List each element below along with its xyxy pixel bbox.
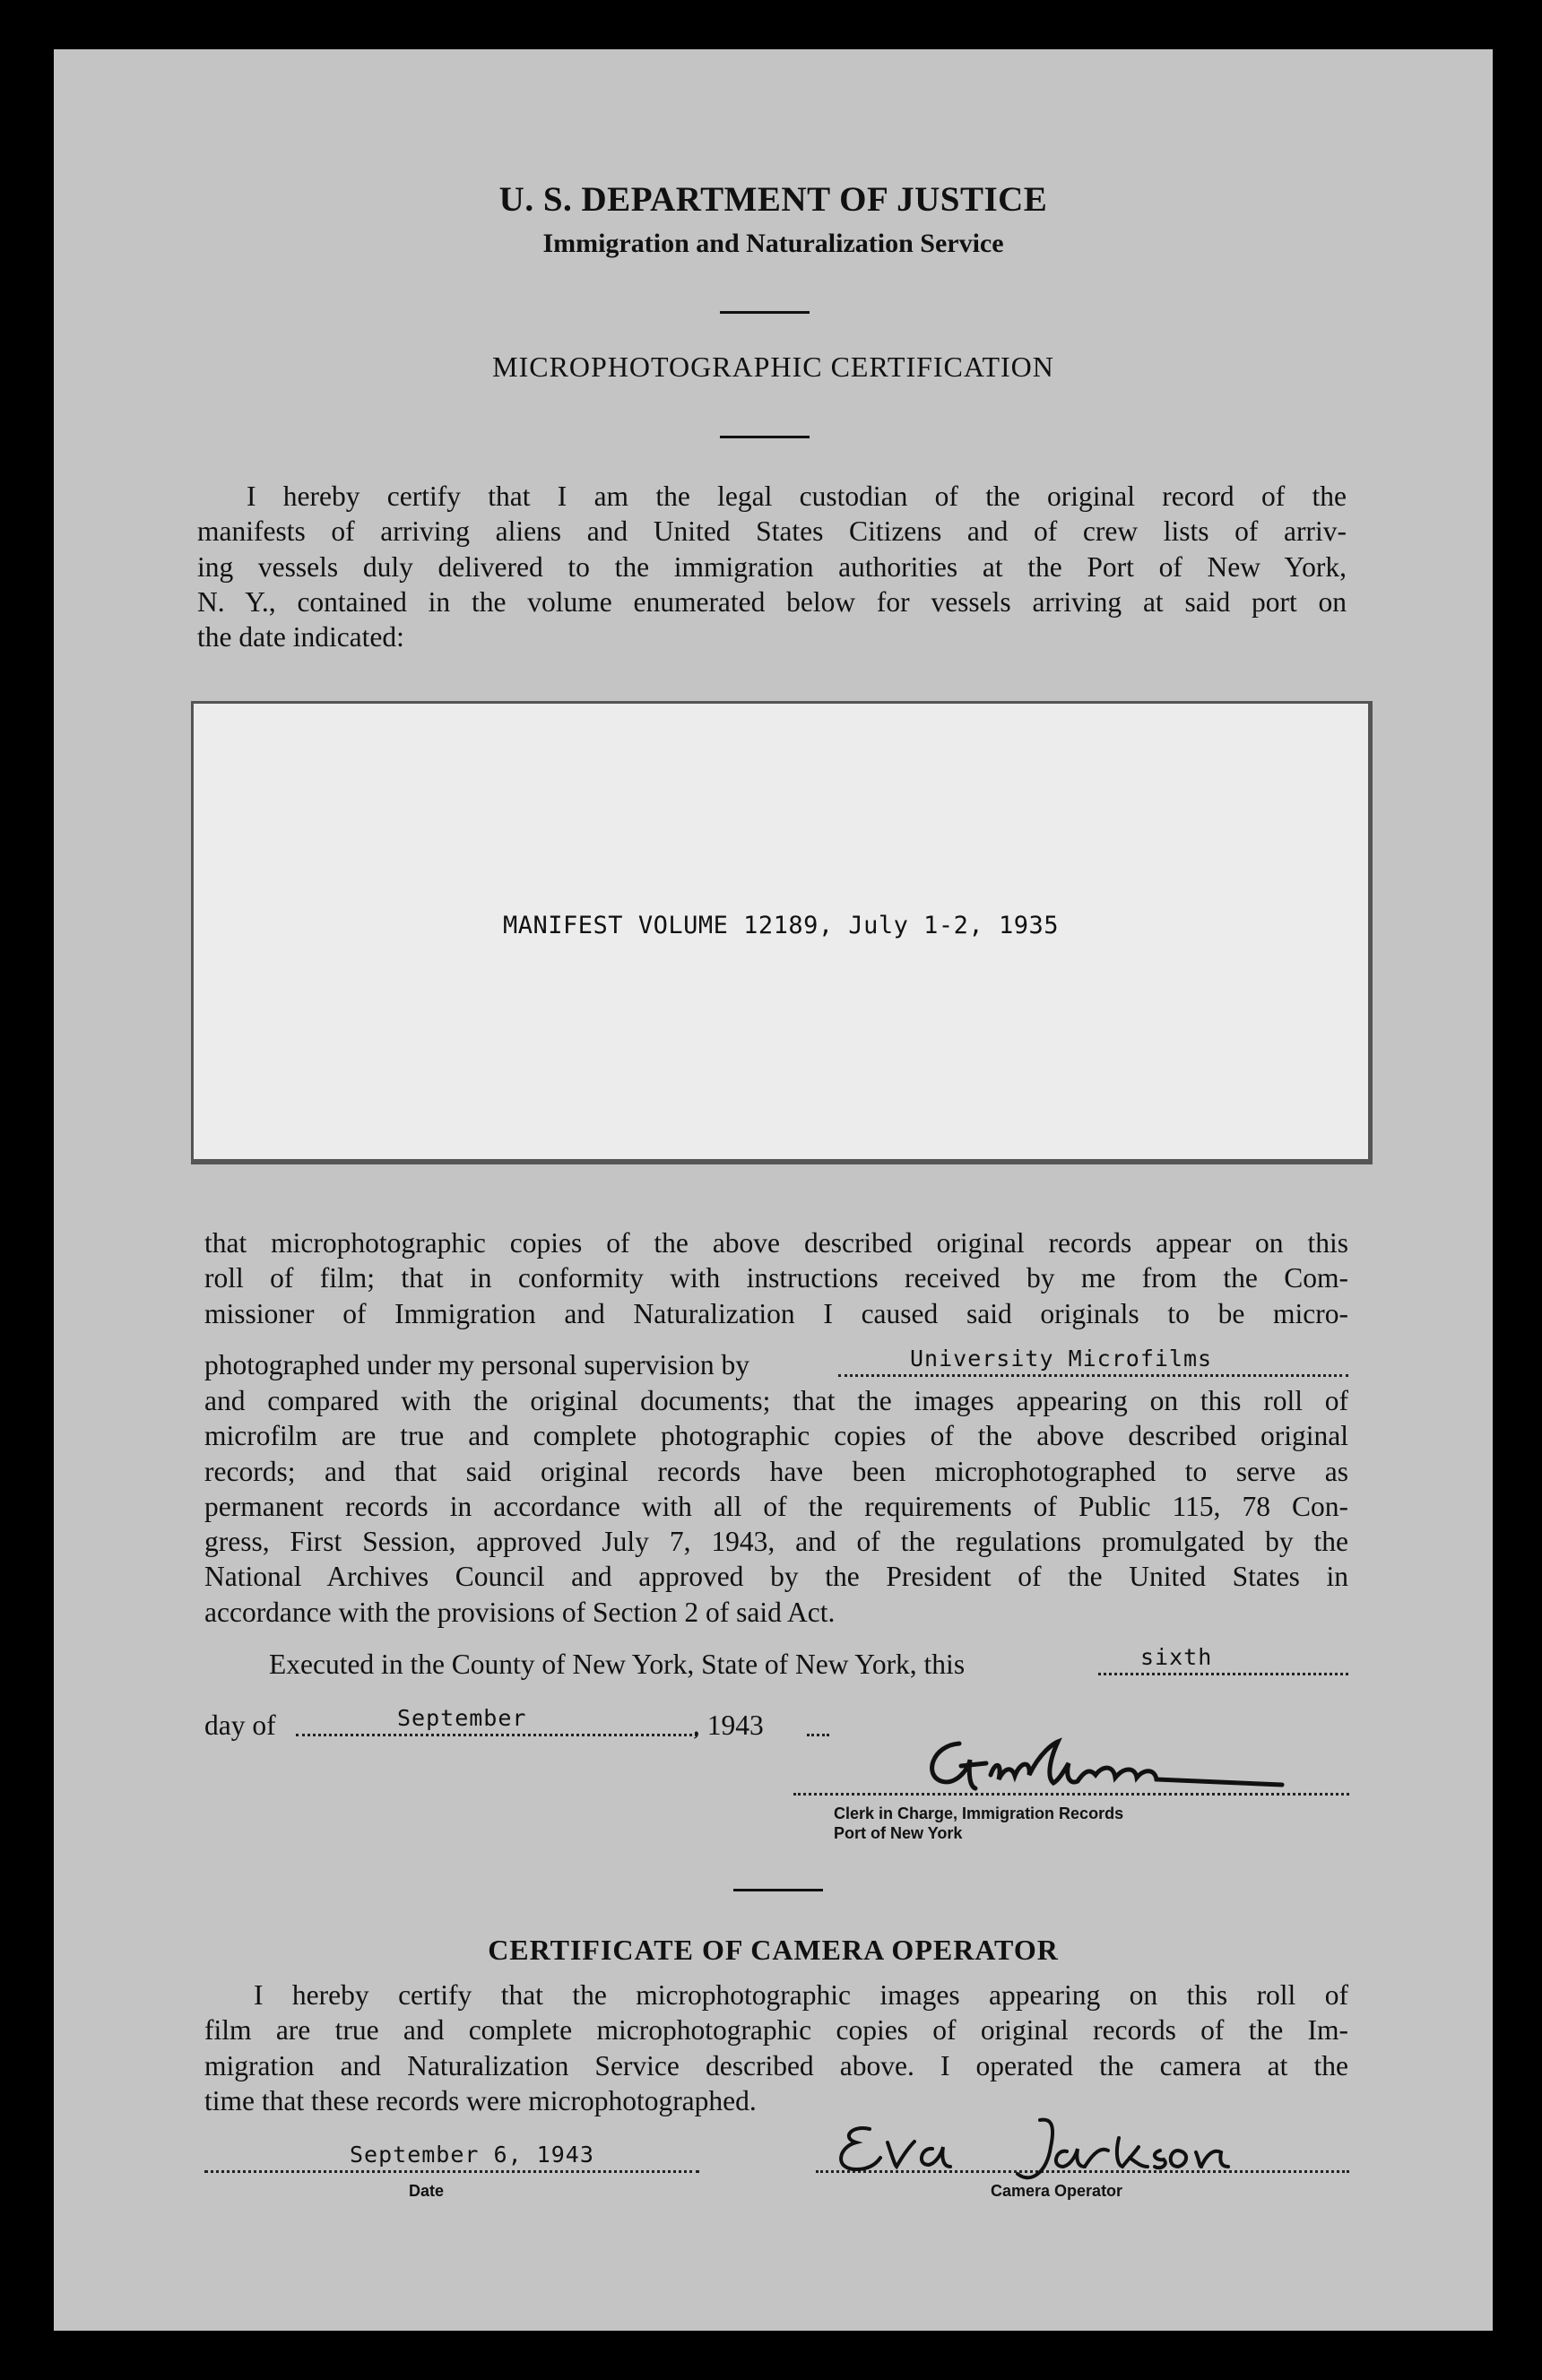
- intro-paragraph: [197, 479, 1347, 654]
- photographed-by-dotline: [838, 1374, 1348, 1377]
- camera-operator-heading: CERTIFICATE OF CAMERA OPERATOR: [488, 1934, 1059, 1966]
- body-line: records; and that said original records have been microphotographed to serve as: [204, 1455, 1348, 1487]
- intro-line: ing vessels duly delivered to the immigration authorities at the Port of New York,: [197, 550, 1347, 583]
- date-dotline: [204, 2170, 699, 2173]
- body-line: gress, First Session, approved July 7, 1943, and of the regulations promulgated by the: [204, 1526, 1348, 1558]
- day-value: sixth: [1140, 1644, 1213, 1670]
- camera-line: I hereby certify that the microphotographic images appearing on this roll of: [254, 1979, 1348, 2011]
- day-of-label: day of: [204, 1709, 276, 1741]
- service-subheading: Immigration and Naturalization Service: [542, 229, 1004, 258]
- month-dotline: [296, 1734, 697, 1736]
- photographed-by-label: photographed under my personal supervision by: [204, 1349, 750, 1380]
- divider-rule: [733, 1889, 823, 1891]
- camera-operator-label: Camera Operator: [991, 2182, 1123, 2200]
- date-label: Date: [409, 2182, 445, 2200]
- clerk-title-line2: Port of New York: [834, 1824, 963, 1842]
- manifest-volume-text: MANIFEST VOLUME 12189, July 1-2, 1935: [503, 912, 1059, 939]
- body-line: and compared with the original documents; that the images appearing on this roll of: [204, 1385, 1348, 1416]
- body-paragraph-continued: [204, 1383, 1348, 1630]
- body-line: missioner of Immigration and Naturalization I caused said originals to be micro-: [204, 1297, 1348, 1329]
- body-line: roll of film; that in conformity with instructions received by me from the Com-: [204, 1262, 1348, 1294]
- camera-operator-paragraph: [204, 1978, 1348, 2118]
- clerk-signature: [905, 1726, 1336, 1806]
- day-dotline: [1098, 1673, 1348, 1675]
- date-value: September 6, 1943: [350, 2142, 594, 2168]
- intro-line: manifests of arriving aliens and United States Citizens and of crew lists of arriv-: [197, 515, 1347, 548]
- camera-line: film are true and complete microphotographic copies of original records of the Im-: [204, 2014, 1348, 2047]
- body-paragraph: [204, 1225, 1348, 1331]
- certificate-page: [54, 49, 1493, 2331]
- operator-signature: [816, 2102, 1264, 2192]
- body-line: microfilm are true and complete photographic copies of the above described original: [204, 1420, 1348, 1452]
- clerk-title-line1: Clerk in Charge, Immigration Records: [834, 1804, 1124, 1822]
- intro-line: I hereby certify that I am the legal custodian of the original record of the: [247, 480, 1347, 512]
- photographed-by-value: University Microfilms: [910, 1346, 1213, 1372]
- body-line: permanent records in accordance with all of the requirements of Public 115, 78 Con-: [204, 1490, 1348, 1522]
- certification-title: MICROPHOTOGRAPHIC CERTIFICATION: [492, 351, 1054, 383]
- divider-rule: [720, 436, 810, 438]
- year-dotline: [807, 1734, 829, 1736]
- executed-label: Executed in the County of New York, State of New York, this: [269, 1649, 966, 1680]
- body-line: National Archives Council and approved by the President of the United States in: [204, 1561, 1348, 1593]
- body-line: that microphotographic copies of the above described original records appear on this: [204, 1227, 1348, 1259]
- intro-line: the date indicated:: [197, 621, 404, 653]
- department-heading: U. S. DEPARTMENT OF JUSTICE: [498, 180, 1048, 219]
- manifest-volume-slip: [191, 701, 1373, 1164]
- year-label: , 1943: [693, 1709, 764, 1741]
- divider-rule: [720, 311, 810, 314]
- month-value: September: [397, 1705, 527, 1731]
- body-line: accordance with the provisions of Section 2 of said Act.: [204, 1596, 836, 1628]
- intro-line: N. Y., contained in the volume enumerated below for vessels arriving at said port on: [197, 585, 1347, 618]
- camera-line: migration and Naturalization Service described above. I operated the camera at the: [204, 2049, 1348, 2081]
- camera-line: time that these records were microphotographed.: [204, 2084, 757, 2116]
